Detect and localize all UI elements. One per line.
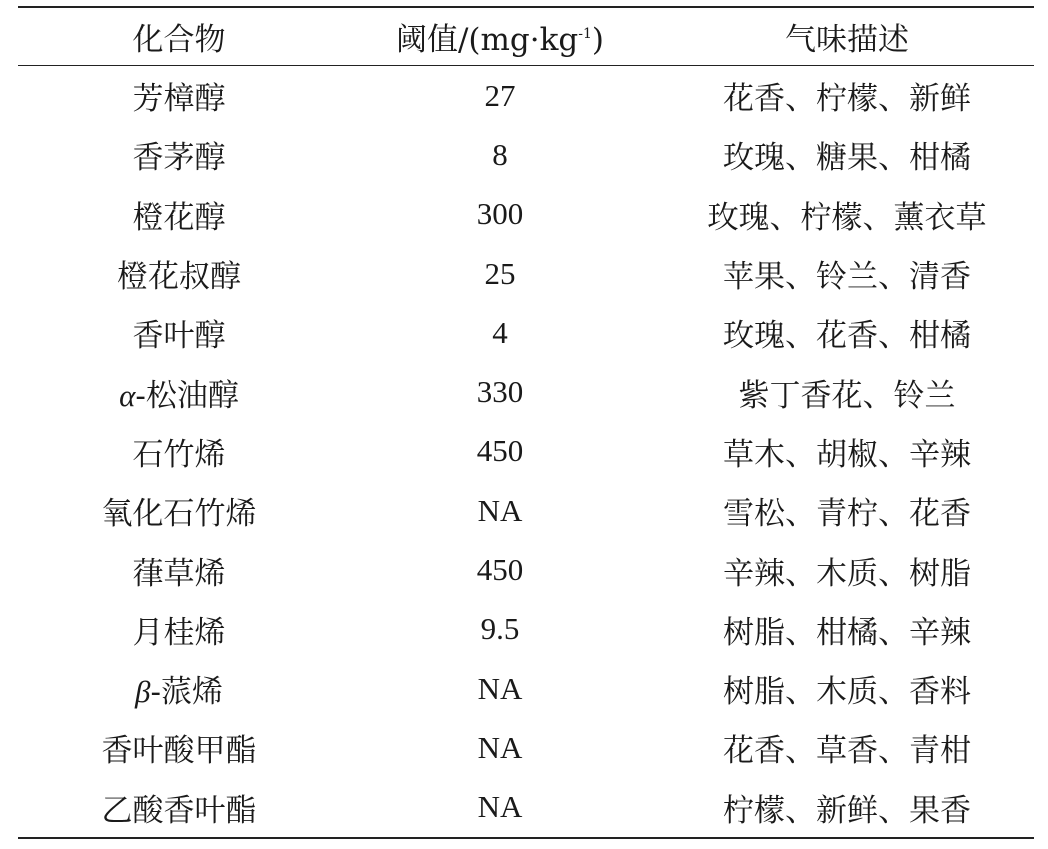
- header-compound: 化合物: [132, 22, 226, 58]
- compound-name: 橙花叔醇: [117, 259, 241, 296]
- compound-cell: [18, 66, 340, 126]
- table-row: [18, 125, 1034, 184]
- table-row: [18, 185, 1034, 244]
- compound-cell: [18, 540, 340, 599]
- compound-cell: [18, 244, 340, 303]
- compound-cell: [18, 185, 340, 244]
- compound-greek-prefix: α: [119, 377, 136, 413]
- table-header: [18, 7, 1034, 66]
- compound-cell: [18, 481, 340, 540]
- compound-name: 乙酸香叶酯: [101, 792, 257, 829]
- compound-name: 月桂烯: [132, 614, 226, 651]
- header-threshold-label: 阈值/(mg·kg: [395, 22, 579, 58]
- table-row: [18, 718, 1034, 777]
- threshold-cell: NA: [477, 492, 523, 528]
- table-row: [18, 66, 1034, 126]
- compound-name: -松油醇: [135, 377, 239, 414]
- table-row: [18, 481, 1034, 540]
- compound-cell: [18, 718, 340, 777]
- header-threshold-exponent: -1: [578, 26, 592, 42]
- table-row: [18, 540, 1034, 599]
- compound-cell: [18, 778, 340, 838]
- header-odor: 气味描述: [785, 22, 909, 58]
- compound-table-container: [18, 6, 1034, 839]
- threshold-cell: NA: [477, 670, 523, 706]
- threshold-cell: 450: [476, 552, 524, 588]
- compound-name: -蒎烯: [150, 674, 223, 711]
- odor-cell: 辛辣、木质、树脂: [723, 555, 971, 592]
- compound-name: 香叶酸甲酯: [101, 733, 257, 770]
- table-body: [18, 66, 1034, 838]
- threshold-cell: 300: [476, 196, 524, 232]
- threshold-cell: 25: [484, 255, 516, 291]
- header-row: [18, 7, 1034, 66]
- threshold-cell: 450: [476, 433, 524, 469]
- threshold-cell: 9.5: [480, 611, 520, 647]
- compound-name: 橙花醇: [132, 199, 226, 236]
- header-threshold-close: ): [591, 22, 604, 58]
- compound-cell: [18, 362, 340, 421]
- table-row: [18, 362, 1034, 421]
- compound-cell: [18, 422, 340, 481]
- odor-cell: 树脂、木质、香料: [723, 674, 971, 711]
- table-row: [18, 600, 1034, 659]
- odor-cell: 紫丁香花、铃兰: [738, 377, 956, 414]
- table-row: [18, 303, 1034, 362]
- threshold-cell: NA: [477, 789, 523, 825]
- odor-cell: 柠檬、新鲜、果香: [723, 792, 971, 829]
- compound-cell: [18, 303, 340, 362]
- table-row: [18, 244, 1034, 303]
- odor-cell: 草木、胡椒、辛辣: [723, 436, 971, 473]
- table-row: [18, 778, 1034, 838]
- odor-cell: 玫瑰、糖果、柑橘: [723, 140, 971, 177]
- table-row: [18, 422, 1034, 481]
- odor-cell: 花香、草香、青柑: [723, 733, 971, 770]
- compound-name: 石竹烯: [132, 436, 226, 473]
- compound-name: 芳樟醇: [132, 81, 226, 118]
- compound-name: 氧化石竹烯: [101, 496, 257, 533]
- header-threshold: [340, 7, 660, 66]
- compound-cell: [18, 659, 340, 718]
- odor-cell: 玫瑰、柠檬、薰衣草: [707, 199, 987, 236]
- odor-cell: 花香、柠檬、新鲜: [723, 81, 971, 118]
- threshold-cell: NA: [477, 729, 523, 765]
- compound-name: 香叶醇: [132, 318, 226, 355]
- threshold-cell: 27: [484, 77, 516, 113]
- compound-greek-prefix: β: [135, 674, 151, 710]
- compound-odor-table: [18, 6, 1034, 839]
- threshold-cell: 8: [492, 136, 508, 172]
- threshold-cell: 330: [476, 374, 524, 410]
- table-row: [18, 659, 1034, 718]
- compound-cell: [18, 600, 340, 659]
- compound-name: 香茅醇: [132, 140, 226, 177]
- odor-cell: 玫瑰、花香、柑橘: [723, 318, 971, 355]
- compound-name: 葎草烯: [132, 555, 226, 592]
- odor-cell: 树脂、柑橘、辛辣: [723, 614, 971, 651]
- odor-cell: 雪松、青柠、花香: [723, 496, 971, 533]
- threshold-cell: 4: [492, 314, 508, 350]
- odor-cell: 苹果、铃兰、清香: [723, 259, 971, 296]
- compound-cell: [18, 125, 340, 184]
